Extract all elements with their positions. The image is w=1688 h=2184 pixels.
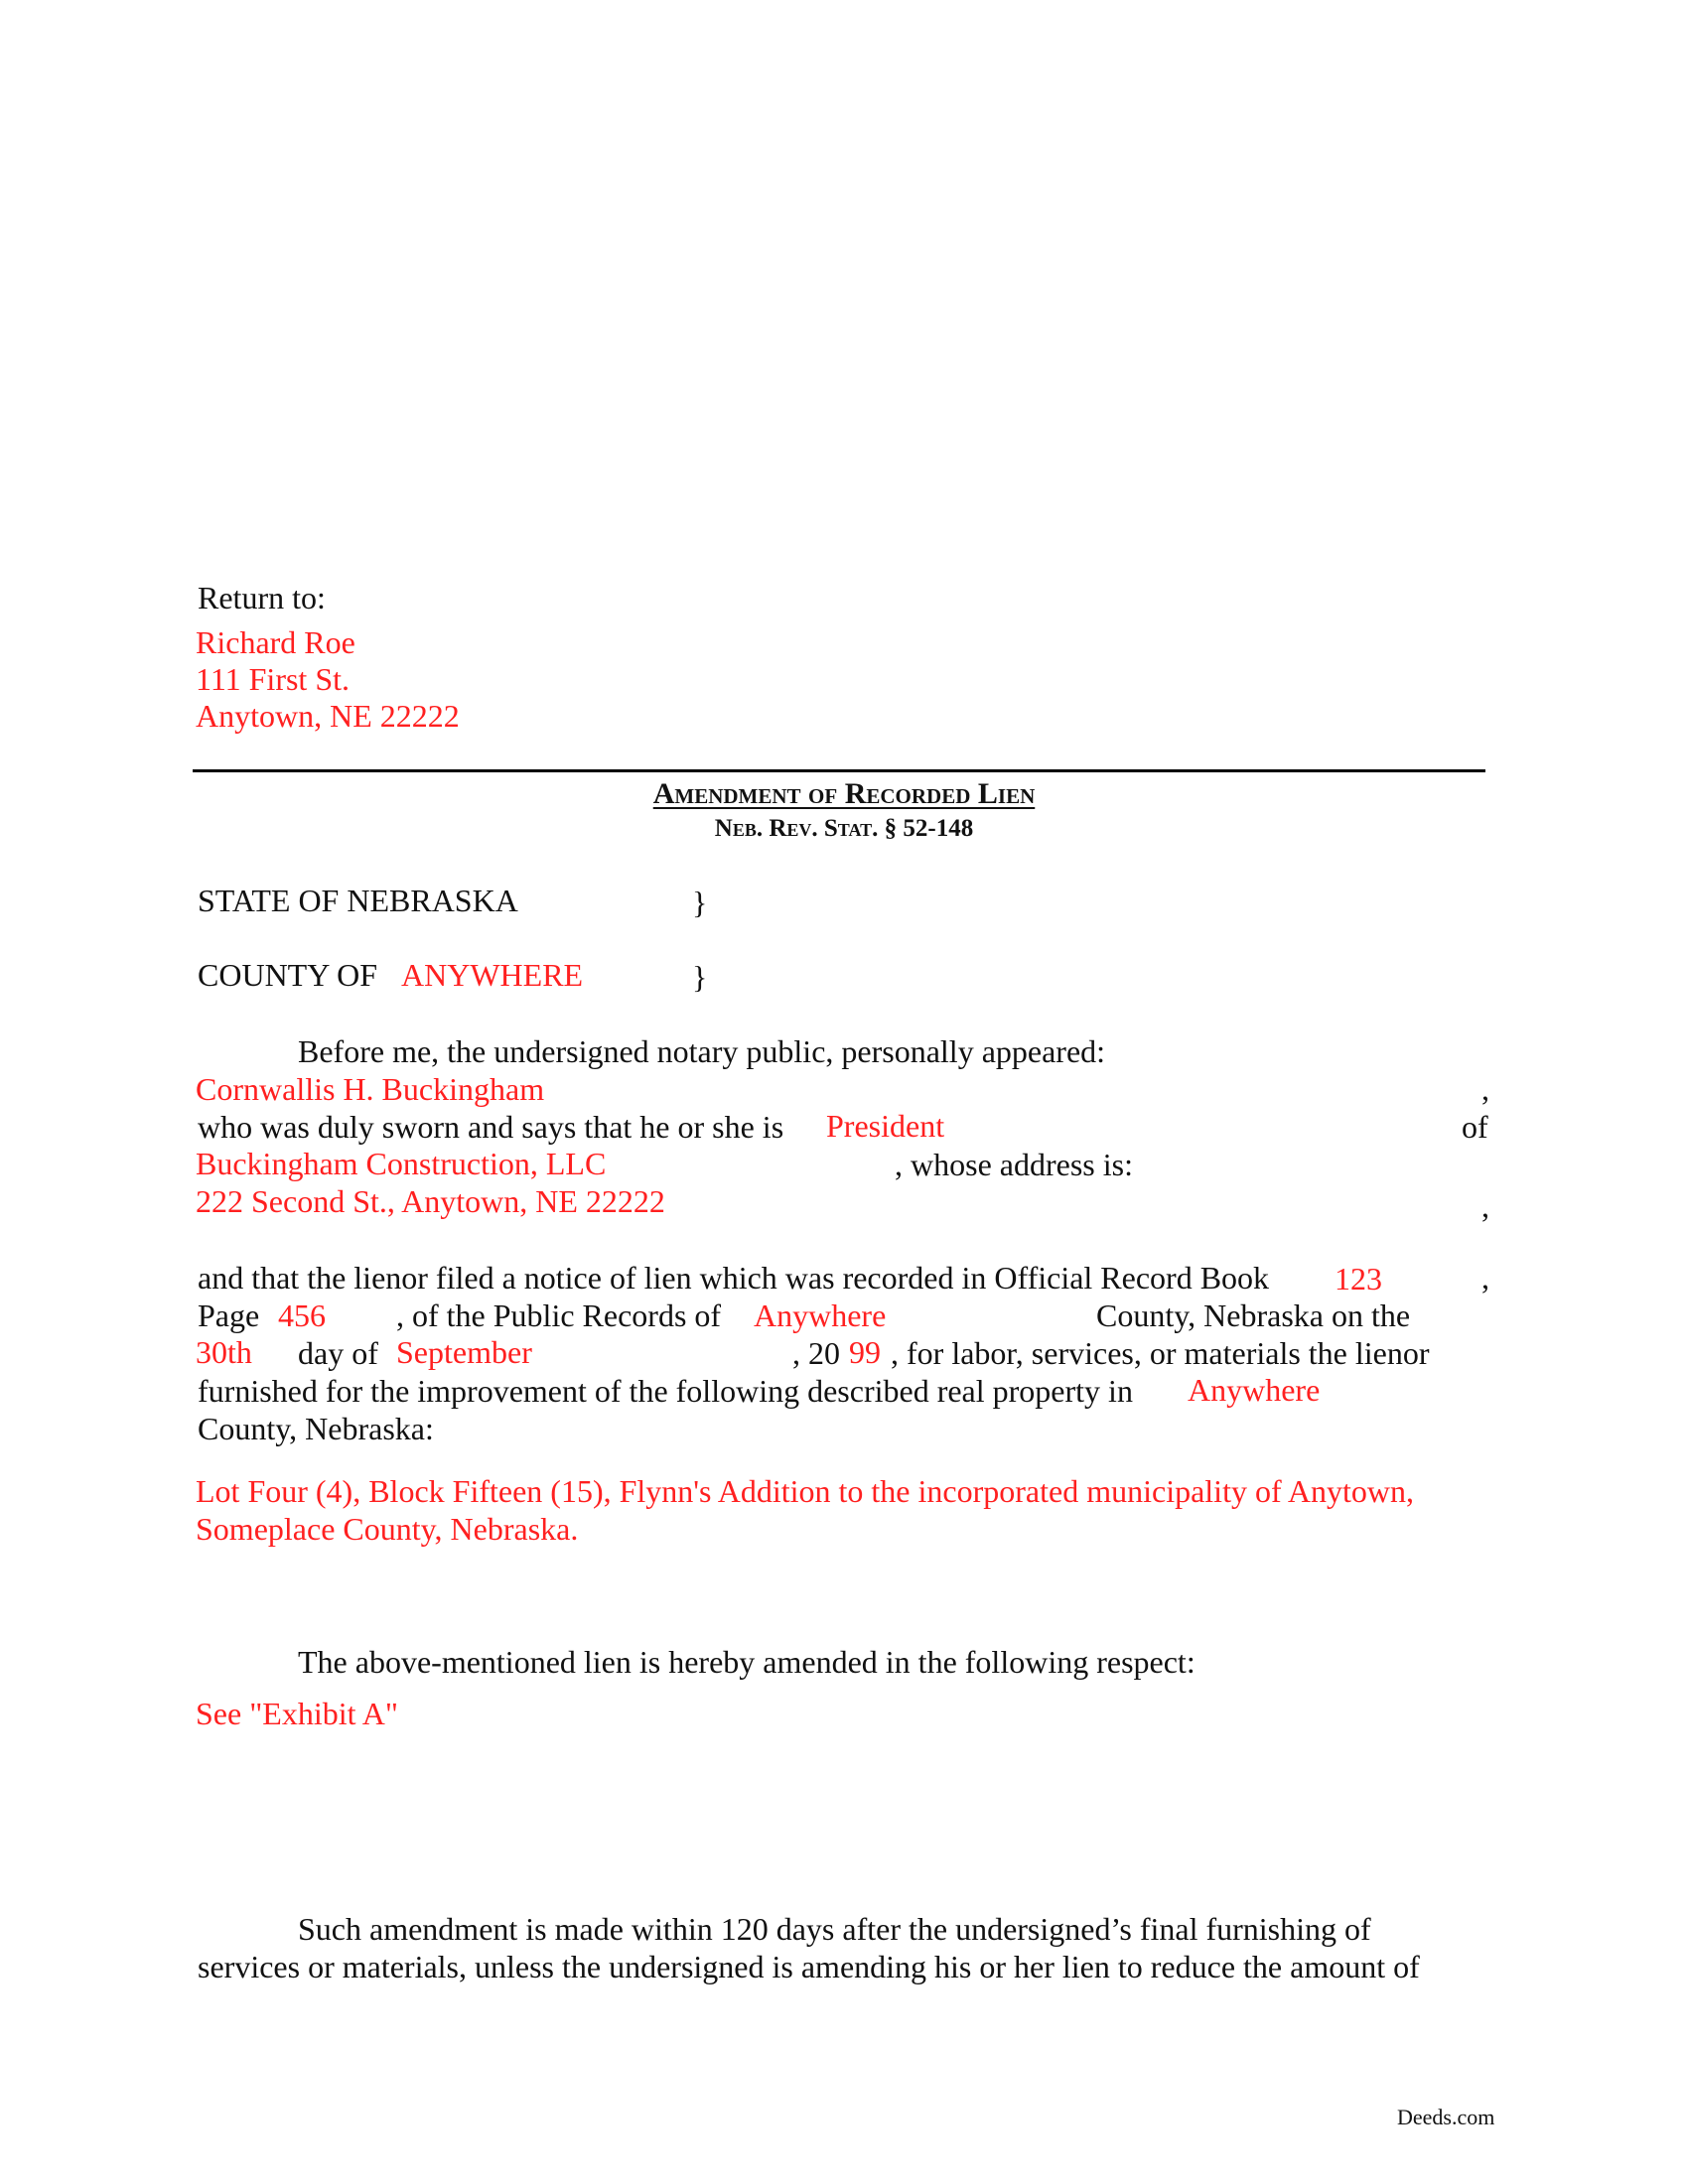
year-prefix: , 20 xyxy=(792,1335,840,1371)
return-city: Anytown, NE 22222 xyxy=(196,698,460,734)
header-divider xyxy=(193,769,1485,772)
day-of-text: day of xyxy=(298,1335,378,1371)
record-year: 99 xyxy=(849,1334,881,1370)
county-value: ANYWHERE xyxy=(401,957,584,993)
of-text: of xyxy=(1462,1109,1488,1145)
return-name: Richard Roe xyxy=(196,624,355,660)
records-county: Anywhere xyxy=(754,1297,887,1333)
affiant-title: President xyxy=(826,1108,945,1144)
record-book: 123 xyxy=(1335,1261,1382,1297)
statute-citation: Neb. Rev. Stat. § 52-148 xyxy=(714,815,974,842)
legal-description-line-2: Someplace County, Nebraska. xyxy=(196,1511,579,1547)
amendment-intro: The above-mentioned lien is hereby amended in the following respect: xyxy=(298,1644,1196,1680)
notary-intro: Before me, the undersigned notary public, personally appeared: xyxy=(298,1033,1106,1069)
timing-line-2: services or materials, unless the undersigned is amending his or her lien to reduce the amount of xyxy=(198,1949,1420,1984)
property-county: Anywhere xyxy=(1188,1372,1321,1408)
sworn-text: who was duly sworn and says that he or she is xyxy=(198,1109,784,1145)
address-comma: , xyxy=(1481,1188,1489,1224)
lien-text-1: and that the lienor filed a notice of lien which was recorded in Official Record Book xyxy=(198,1260,1270,1296)
record-book-comma: , xyxy=(1481,1260,1489,1296)
timing-line-1: Such amendment is made within 120 days after the undersigned’s final furnishing of xyxy=(298,1911,1371,1947)
lien-text-4: , for labor, services, or materials the lienor xyxy=(891,1335,1430,1371)
county-brace: } xyxy=(692,959,708,995)
record-month: September xyxy=(396,1334,532,1370)
record-page: 456 xyxy=(278,1297,326,1333)
state-brace: } xyxy=(692,885,708,920)
county-label: COUNTY OF xyxy=(198,957,378,993)
amendment-value: See "Exhibit A" xyxy=(196,1696,398,1731)
document-title: Amendment of Recorded Lien xyxy=(652,777,1036,810)
affiant-name: Cornwallis H. Buckingham xyxy=(196,1071,545,1107)
lien-text-2: , of the Public Records of xyxy=(396,1297,722,1333)
legal-description-line-1: Lot Four (4), Block Fifteen (15), Flynn's Addition to the incorporated municipality of Anytown, xyxy=(196,1473,1414,1509)
company-name: Buckingham Construction, LLC xyxy=(196,1146,607,1181)
return-street: 111 First St. xyxy=(196,661,350,697)
footer-brand: Deeds.com xyxy=(1397,2105,1495,2129)
return-to-label: Return to: xyxy=(198,580,326,615)
address-label: , whose address is: xyxy=(895,1147,1133,1182)
affiant-name-comma: , xyxy=(1481,1071,1489,1107)
page-label: Page xyxy=(198,1297,260,1333)
state-label: STATE OF NEBRASKA xyxy=(198,883,518,918)
lien-text-3: County, Nebraska on the xyxy=(1096,1297,1411,1333)
record-day: 30th xyxy=(196,1334,252,1370)
company-address: 222 Second St., Anytown, NE 22222 xyxy=(196,1183,665,1219)
lien-text-6: County, Nebraska: xyxy=(198,1411,434,1446)
lien-text-5: furnished for the improvement of the following described real property in xyxy=(198,1373,1133,1409)
